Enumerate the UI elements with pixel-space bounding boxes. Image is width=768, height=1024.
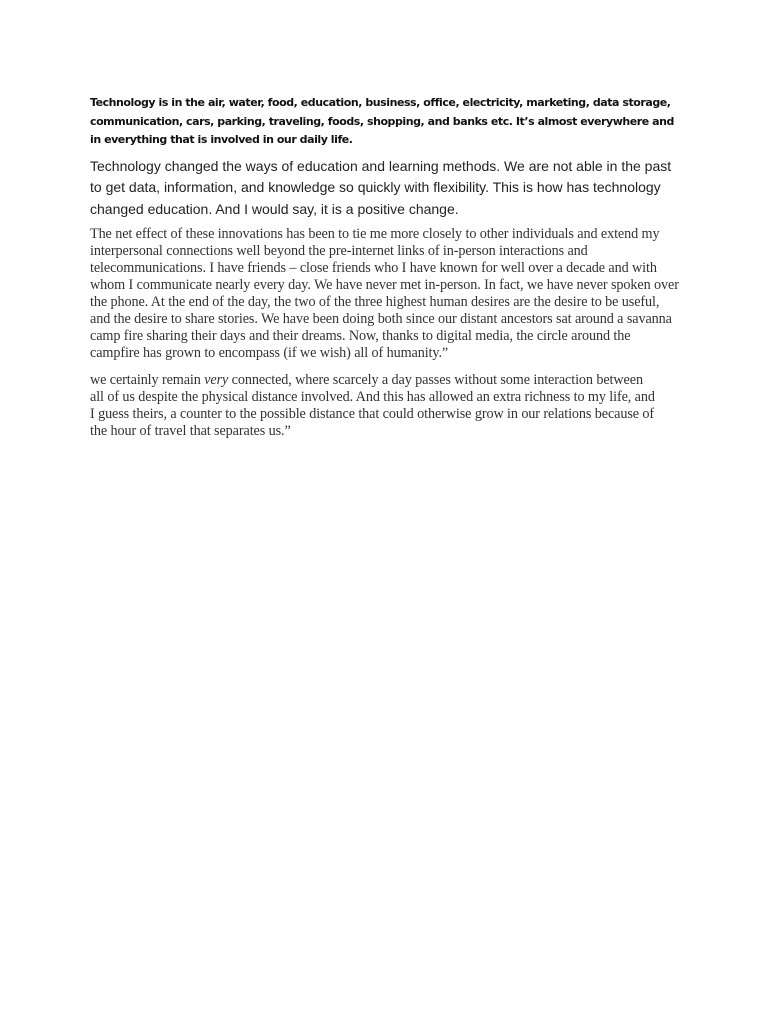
emphasis-very: very [204,372,229,388]
paragraph-quote-connected-end: connected, where scarcely a day passes without some interaction between all of us despite the physical distance involved. And this has allowed an extra richness to my life, and I guess theirs, a counter to the possible distance that could otherwise grow in our relations because of the hour of travel that separates us.” [90,372,655,439]
paragraph-quote-innovations: The net effect of these innovations has been to tie me more closely to other individuals and extend my interpersonal connections well beyond the pre-internet links of in-person interactions and telecommunications. I have friends – close friends who I have known for well over a decade and with whom I communicate nearly every day. We have never met in-person. In fact, we have never spoken over the phone. At the end of the day, the two of the three highest human desires are the desire to be useful, and the desire to share stories. We have been doing both since our distant ancestors sat around a savanna camp fire sharing their days and their dreams. Now, thanks to digital media, the circle around the campfire has grown to encompass (if we wish) all of humanity.” [90,226,679,361]
paragraph-quote-connected [90,372,660,440]
paragraph-education-change: Technology changed the ways of education and learning methods. We are not able in the past to get data, information, and knowledge so quickly with flexibility. This is how has technology changed education. And I would say, it is a positive change. [90,157,672,217]
paragraph-quote-connected-start: we certainly remain [90,372,205,388]
paragraph-technology-everywhere: Technology is in the air, water, food, education, business, office, electricity, marketing, data storage, communication, cars, parking, traveling, foods, shopping, and banks etc. It’s almost everywhere and in everything that is involved in our daily life. [90,96,674,146]
document-body [90,94,680,450]
